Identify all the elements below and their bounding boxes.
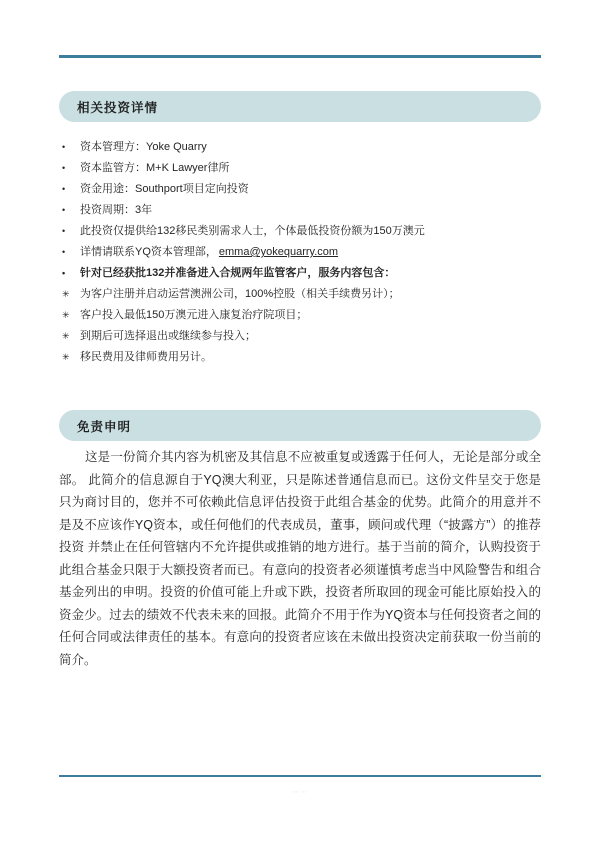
bullet-marker: •: [62, 184, 66, 194]
list-item-text: 此投资仅提供给132移民类别需求人士，个体最低投资份额为150万澳元: [80, 225, 425, 237]
list-item-minimum-investment: [59, 305, 541, 326]
list-item-text: 资本监管方：M+K Lawyer律所: [80, 162, 230, 174]
bullet-marker: •: [62, 247, 66, 257]
asterisk-marker: ✳: [62, 352, 70, 362]
list-item-capital-manager: [59, 137, 541, 158]
list-item-service-scope-heading: [59, 263, 541, 284]
investment-detail-list: [59, 137, 541, 368]
list-item-text: 客户投入最低150万澳元进入康复治疗院项目；: [80, 309, 308, 321]
email-link[interactable]: emma@yokequarry.com: [218, 246, 339, 258]
faint-footer-mark: ⋯⋯: [291, 789, 309, 796]
list-item-investment-period: [59, 200, 541, 221]
list-item-text: 到期后可选择退出或继续参与投入；: [80, 330, 256, 342]
disclaimer-paragraph: 这是一份简介其内容为机密及其信息不应被重复或透露于任何人，无论是部分或全部。 此简介的信息源自于YQ澳大利亚，只是陈述普通信息而已。这份文件呈交于您是只为商讨目的，您并不可依赖此信息评估投资于此组合基金的优势。此简介的用意并不是及不应该作YQ资本，或任何他们的代表成员，董事，顾问或代理（“披露方”）的推荐投资 并禁止在任何管辖内不允许提供或推销的地方进行。基于当前的简介，认购投资于此组合基金只限于大额投资者而已。有意向的投资者必须谨慎考虑当中风险警告和组合基金列出的申明。投资的价值可能上升或下跌，投资者所取回的现金可能比原始投入的资金少。过去的绩效不代表未来的回报。此简介不用于作为YQ资本与任何投资者之间的任何合同或法律责任的基本。有意向的投资者应该在未做出投资决定前获取一份当前的简介。: [59, 450, 541, 667]
bullet-marker: •: [62, 268, 66, 278]
bullet-marker: •: [62, 205, 66, 215]
section-header-details: [59, 91, 541, 122]
list-item-text: 投资周期：3年: [80, 204, 153, 216]
list-item-eligibility: [59, 221, 541, 242]
list-item-exit-option: [59, 326, 541, 347]
bottom-divider-line: [59, 775, 541, 777]
bullet-marker: •: [62, 142, 66, 152]
asterisk-marker: ✳: [62, 331, 70, 341]
list-item-text: 资金用途：Southport项目定向投资: [80, 183, 249, 195]
asterisk-marker: ✳: [62, 289, 70, 299]
section-title: 相关投资详情: [77, 100, 159, 115]
bullet-marker: •: [62, 226, 66, 236]
bullet-marker: •: [62, 163, 66, 173]
list-item-text: 详情请联系YQ资本管理部，: [80, 246, 217, 258]
list-item-text: 针对已经获批132并准备进入合规两年监管客户，服务内容包含：: [80, 267, 396, 279]
list-item-text: 为客户注册并启动运营澳洲公司，100%控股（相关手续费另计）；: [80, 288, 400, 300]
list-item-company-registration: [59, 284, 541, 305]
section-title: 免责申明: [77, 419, 132, 434]
list-item-capital-supervisor: [59, 158, 541, 179]
top-divider-line: [59, 55, 541, 58]
list-item-contact: [59, 242, 541, 263]
list-item-extra-fees: [59, 347, 541, 368]
list-item-fund-usage: [59, 179, 541, 200]
section-header-disclaimer: [59, 410, 541, 441]
list-item-text: 移民费用及律师费用另计。: [80, 351, 212, 363]
asterisk-marker: ✳: [62, 310, 70, 320]
list-item-text: 资本管理方：Yoke Quarry: [80, 141, 207, 153]
